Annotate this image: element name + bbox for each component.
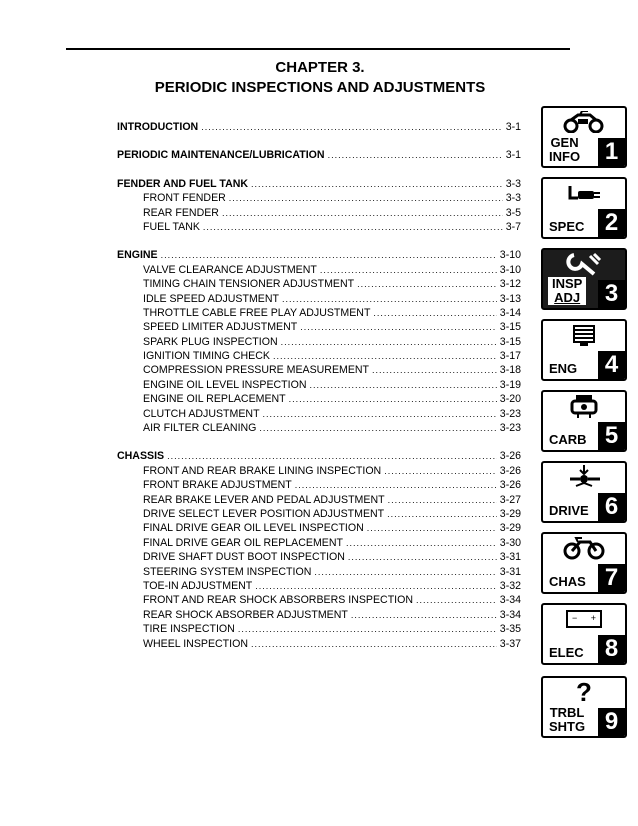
tab-label: DRIVE <box>549 503 589 518</box>
toc-leader-dots <box>328 148 503 162</box>
toc-entry[interactable] <box>117 335 521 349</box>
toc-entry-label: SPARK PLUG INSPECTION <box>143 335 278 348</box>
toc-entry[interactable] <box>117 521 521 535</box>
tab-number: 6 <box>598 493 625 521</box>
battery-minus: − <box>572 613 578 623</box>
toc-section-entry[interactable] <box>117 177 521 191</box>
toc-leader-dots <box>384 464 497 478</box>
tab-number: 4 <box>598 351 625 379</box>
tab-label: ELEC <box>549 645 584 660</box>
tab-eng[interactable] <box>541 319 627 381</box>
toc-section-entry[interactable] <box>117 449 521 463</box>
toc-leader-dots <box>348 550 497 564</box>
toc-section-entry[interactable] <box>117 120 521 134</box>
toc-page-number: 3-34 <box>499 608 521 621</box>
toc-entry[interactable] <box>117 536 521 550</box>
toc-page-number: 3-14 <box>499 306 521 319</box>
toc-entry-label: FRONT BRAKE ADJUSTMENT <box>143 479 292 492</box>
tab-label: INSP ADJ <box>548 277 586 305</box>
toc-page-number: 3-37 <box>499 637 521 650</box>
toc-page-number: 3-29 <box>499 507 521 520</box>
toc-entry-label: VALVE CLEARANCE ADJUSTMENT <box>143 263 317 276</box>
toc-page-number: 3-35 <box>499 623 521 636</box>
toc-leader-dots <box>281 335 497 349</box>
top-rule <box>66 48 570 50</box>
toc-entry[interactable] <box>117 593 521 607</box>
tab-number: 2 <box>598 209 625 237</box>
toc-entry[interactable] <box>117 637 521 651</box>
toc-page-number: 3-1 <box>505 121 521 133</box>
tab-number: 1 <box>598 138 625 166</box>
toc-entry[interactable] <box>117 507 521 521</box>
toc-leader-dots <box>314 565 496 579</box>
toc-leader-dots <box>416 593 497 607</box>
toc-leader-dots <box>263 407 497 421</box>
toc-entry-label: ENGINE OIL LEVEL INSPECTION <box>143 378 307 391</box>
toc-page-number: 3-17 <box>499 350 521 363</box>
toc-leader-dots <box>282 292 497 306</box>
toc-entry[interactable] <box>117 363 521 377</box>
battery-icon <box>543 607 625 631</box>
chassis-icon <box>543 536 625 560</box>
toc-entry-label: CHASSIS <box>117 450 165 463</box>
toc-entry-label: COMPRESSION PRESSURE MEASUREMENT <box>143 364 370 377</box>
toc-entry[interactable] <box>117 292 521 306</box>
toc-entry-label: FUEL TANK <box>143 220 200 233</box>
toc-page-number: 3-20 <box>499 393 521 406</box>
battery-plus: + <box>590 613 596 623</box>
toc-page-number: 3-30 <box>499 536 521 549</box>
tab-elec[interactable] <box>541 603 627 665</box>
toc-entry-label: INTRODUCTION <box>117 121 199 133</box>
tab-label: ENG <box>549 361 578 376</box>
toc-page-number: 3-32 <box>499 579 521 592</box>
toc-entry-label: REAR BRAKE LEVER AND PEDAL ADJUSTMENT <box>143 493 385 506</box>
toc-page-number: 3-13 <box>499 292 521 305</box>
toc-section <box>117 449 521 650</box>
carburetor-icon <box>543 394 625 418</box>
toc-entry[interactable] <box>117 565 521 579</box>
toc-leader-dots <box>289 392 497 406</box>
tab-number: 7 <box>598 564 625 592</box>
toc-entry[interactable] <box>117 320 521 334</box>
wrench-icon <box>543 252 625 276</box>
toc-page-number: 3-15 <box>499 321 521 334</box>
toc-page-number: 3-3 <box>505 192 521 205</box>
toc-entry-label: SPEED LIMITER ADJUSTMENT <box>143 321 298 334</box>
wrench-spec-icon <box>543 181 625 205</box>
toc-entry[interactable] <box>117 421 521 435</box>
toc-leader-dots <box>238 622 497 636</box>
toc-leader-dots <box>295 478 497 492</box>
toc-entry-label: IGNITION TIMING CHECK <box>143 350 270 363</box>
engine-icon <box>543 323 625 347</box>
toc-entry[interactable] <box>117 407 521 421</box>
tab-trbl-shtg[interactable] <box>541 676 627 738</box>
toc-entry-label: FINAL DRIVE GEAR OIL LEVEL INSPECTION <box>143 522 364 535</box>
toc-entry[interactable] <box>117 349 521 363</box>
toc-page-number: 3-10 <box>499 263 521 276</box>
toc-page-number: 3-19 <box>499 378 521 391</box>
toc-page-number: 3-12 <box>499 278 521 291</box>
tab-number: 5 <box>598 422 625 450</box>
toc-entry[interactable] <box>117 191 521 205</box>
toc-leader-dots <box>372 363 497 377</box>
toc-entry-label: CLUTCH ADJUSTMENT <box>143 407 260 420</box>
toc-page-number: 3-26 <box>499 464 521 477</box>
toc-entry-label: THROTTLE CABLE FREE PLAY ADJUSTMENT <box>143 306 371 319</box>
toc-page-number: 3-27 <box>499 493 521 506</box>
toc-leader-dots <box>203 220 503 234</box>
atv-icon <box>543 110 625 134</box>
toc-entry[interactable] <box>117 220 521 234</box>
tab-number: 8 <box>598 635 625 663</box>
tab-insp-adj[interactable] <box>541 248 627 310</box>
toc-page-number: 3-18 <box>499 364 521 377</box>
toc-leader-dots <box>373 306 496 320</box>
toc-page-number: 3-26 <box>499 479 521 492</box>
toc-entry-label: PERIODIC MAINTENANCE/LUBRICATION <box>117 149 325 162</box>
toc-leader-dots <box>222 206 503 220</box>
toc-page-number: 3-5 <box>505 206 521 219</box>
toc-page-number: 3-23 <box>499 407 521 420</box>
toc-entry[interactable] <box>117 392 521 406</box>
toc-leader-dots <box>357 277 497 291</box>
toc-entry-label: DRIVE SHAFT DUST BOOT INSPECTION <box>143 551 345 564</box>
toc-entry-label: FRONT FENDER <box>143 192 226 205</box>
toc-leader-dots <box>388 493 497 507</box>
toc-page-number: 3-3 <box>505 177 521 190</box>
question-icon: ? <box>576 677 592 707</box>
tab-number: 9 <box>598 708 625 736</box>
toc-entry[interactable] <box>117 478 521 492</box>
toc-leader-dots <box>251 637 497 651</box>
toc-page-number: 3-7 <box>505 220 521 233</box>
tab-label: TRBL SHTG <box>549 705 586 734</box>
toc-leader-dots <box>259 421 496 435</box>
toc-entry-label: ENGINE <box>117 249 158 262</box>
toc-leader-dots <box>387 507 497 521</box>
toc-section <box>117 120 521 134</box>
toc-entry-label: AIR FILTER CLEANING <box>143 422 257 435</box>
toc-leader-dots <box>309 378 496 392</box>
toc-page-number: 3-15 <box>499 335 521 348</box>
toc-leader-dots <box>229 191 503 205</box>
toc-entry[interactable] <box>117 622 521 636</box>
toc-entry-label: REAR SHOCK ABSORBER ADJUSTMENT <box>143 608 348 621</box>
table-of-contents <box>117 120 521 665</box>
toc-leader-dots <box>320 263 497 277</box>
toc-entry[interactable] <box>117 378 521 392</box>
toc-page-number: 3-23 <box>499 422 521 435</box>
chapter-number: CHAPTER 3. <box>275 59 365 76</box>
toc-section <box>117 148 521 162</box>
tab-chas[interactable] <box>541 532 627 594</box>
toc-entry-label: WHEEL INSPECTION <box>143 637 248 650</box>
toc-entry-label: FRONT AND REAR BRAKE LINING INSPECTION <box>143 464 382 477</box>
toc-section-entry[interactable] <box>117 248 521 262</box>
chapter-title <box>100 58 540 98</box>
toc-entry[interactable] <box>117 306 521 320</box>
toc-entry-label: TIMING CHAIN TENSIONER ADJUSTMENT <box>143 278 355 291</box>
tab-label: GEN INFO <box>549 135 581 164</box>
toc-page-number: 3-31 <box>499 551 521 564</box>
toc-leader-dots <box>255 579 497 593</box>
toc-entry-label: DRIVE SELECT LEVER POSITION ADJUSTMENT <box>143 507 385 520</box>
tab-label: CARB <box>549 432 587 447</box>
toc-page-number: 3-10 <box>499 249 521 262</box>
tab-drive[interactable] <box>541 461 627 523</box>
toc-entry[interactable] <box>117 277 521 291</box>
tab-gen-info[interactable] <box>541 106 627 168</box>
toc-leader-dots <box>201 120 502 134</box>
toc-page-number: 3-26 <box>499 450 521 463</box>
toc-page-number: 3-1 <box>505 149 521 162</box>
toc-section <box>117 177 521 235</box>
toc-page-number: 3-31 <box>499 565 521 578</box>
toc-entry-label: IDLE SPEED ADJUSTMENT <box>143 292 279 305</box>
tab-spec[interactable] <box>541 177 627 239</box>
toc-entry-label: FINAL DRIVE GEAR OIL REPLACEMENT <box>143 536 343 549</box>
tab-number: 3 <box>598 280 625 308</box>
toc-leader-dots <box>167 449 497 463</box>
toc-entry[interactable] <box>117 263 521 277</box>
toc-page-number: 3-29 <box>499 522 521 535</box>
tab-label: CHAS <box>549 574 586 589</box>
toc-entry-label: FRONT AND REAR SHOCK ABSORBERS INSPECTION <box>143 594 413 607</box>
drive-gear-icon <box>543 465 625 489</box>
toc-entry[interactable] <box>117 579 521 593</box>
toc-leader-dots <box>300 320 497 334</box>
toc-leader-dots <box>273 349 497 363</box>
tab-label: SPEC <box>549 219 585 234</box>
toc-entry-label: TOE-IN ADJUSTMENT <box>143 579 253 592</box>
toc-leader-dots <box>251 177 503 191</box>
toc-entry[interactable] <box>117 550 521 564</box>
tab-carb[interactable] <box>541 390 627 452</box>
toc-section-entry[interactable] <box>117 148 521 162</box>
toc-entry[interactable] <box>117 493 521 507</box>
toc-page-number: 3-34 <box>499 594 521 607</box>
toc-entry-label: FENDER AND FUEL TANK <box>117 177 249 190</box>
toc-entry-label: TIRE INSPECTION <box>143 623 235 636</box>
toc-leader-dots <box>346 536 497 550</box>
toc-entry[interactable] <box>117 608 521 622</box>
toc-leader-dots <box>367 521 497 535</box>
chapter-name: PERIODIC INSPECTIONS AND ADJUSTMENTS <box>154 79 486 96</box>
toc-leader-dots <box>351 608 497 622</box>
toc-entry-label: ENGINE OIL REPLACEMENT <box>143 393 286 406</box>
toc-entry[interactable] <box>117 206 521 220</box>
toc-section <box>117 248 521 435</box>
toc-leader-dots <box>161 248 497 262</box>
toc-entry-label: STEERING SYSTEM INSPECTION <box>143 565 312 578</box>
toc-entry[interactable] <box>117 464 521 478</box>
toc-entry-label: REAR FENDER <box>143 206 219 219</box>
